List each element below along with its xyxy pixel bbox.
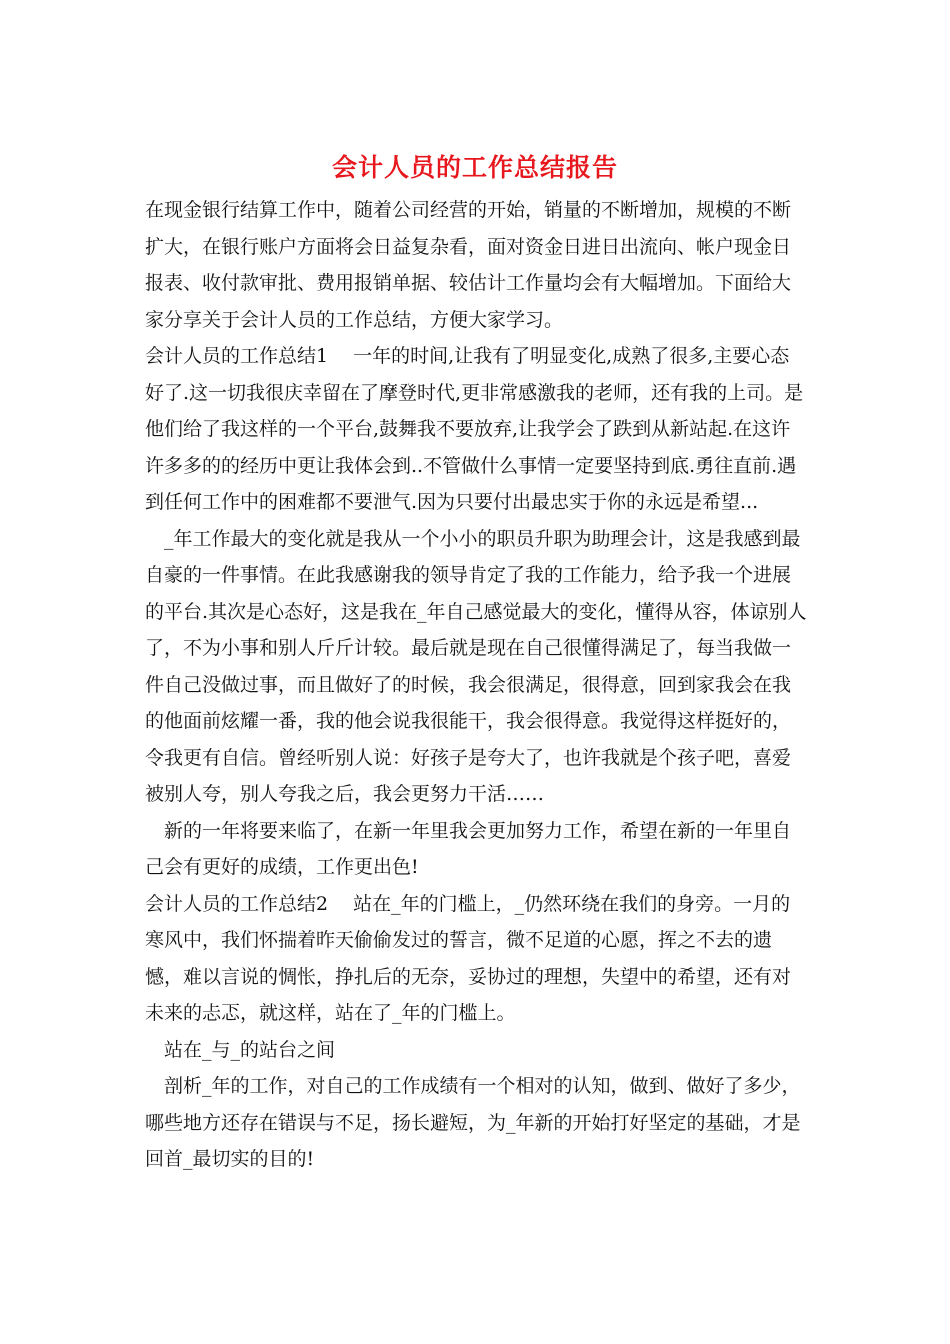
paragraph-summary-1: 会计人员的工作总结1 一年的时间,让我有了明显变化,成熟了很多,主要心态好了.这一切我很庆幸留在了摩登时代,更非常感激我的老师，还有我的上司。是他们给了我这样的一个平台,鼓舞我不要放弃,让我学会了跌到从新站起.在这许许多多的的经历中更让我体会到..不管做什么事情一定要坚持到底.勇往直前.遇到任何工作中的困难都不要泄气.因为只要付出最忠实于你的永远是希望... (145, 345, 804, 513)
document-body (145, 192, 807, 1178)
paragraph-summary-2: 会计人员的工作总结2 站在_年的门槛上，_仍然环绕在我们的身旁。一月的寒风中，我们怀揣着昨天偷偷发过的誓言，微不足道的心愿，挥之不去的遗憾，难以言说的惆怅，挣扎后的无奈，妥协过的理想，失望中的希望，还有对未来的忐忑，就这样，站在了_年的门槛上。 (145, 892, 792, 1024)
paragraph-station: 站在_与_的站台之间 (164, 1038, 336, 1061)
paragraph-biggest-change: _年工作最大的变化就是我从一个小小的职员升职为助理会计，这是我感到最自豪的一件事情。在此我感谢我的领导肯定了我的工作能力，给予我一个进展的平台.其次是心态好，这是我在_年自己感觉最大的变化，懂得从容，体谅别人了，不为小事和别人斤斤计较。最后就是现在自己很懂得满足了，每当我做一件自己没做过事，而且做好了的时候，我会很满足，很得意，回到家我会在我的他面前炫耀一番，我的他会说我很能干，我会很得意。我觉得这样挺好的，令我更有自信。曾经听别人说：好孩子是夸大了，也许我就是个孩子吧，喜爱被别人夸，别人夸我之后，我会更努力干活…… (145, 527, 807, 805)
document-title: 会计人员的工作总结报告 (331, 153, 618, 182)
paragraph-new-year: 新的一年将要来临了，在新一年里我会更加努力工作，希望在新的一年里自己会有更好的成绩，工作更出色! (145, 819, 792, 878)
paragraph-analysis: 剖析_年的工作，对自己的工作成绩有一个相对的认知，做到、做好了多少，哪些地方还存在错误与不足，扬长避短，为_年新的开始打好坚定的基础，才是回首_最切实的目的! (145, 1075, 801, 1170)
paragraph-intro: 在现金银行结算工作中，随着公司经营的开始，销量的不断增加，规模的不断扩大，在银行账户方面将会日益复杂看，面对资金日进日出流向、帐户现金日报表、收付款审批、费用报销单据、较估计工作量均会有大幅增加。下面给大家分享关于会计人员的工作总结，方便大家学习。 (145, 199, 792, 331)
